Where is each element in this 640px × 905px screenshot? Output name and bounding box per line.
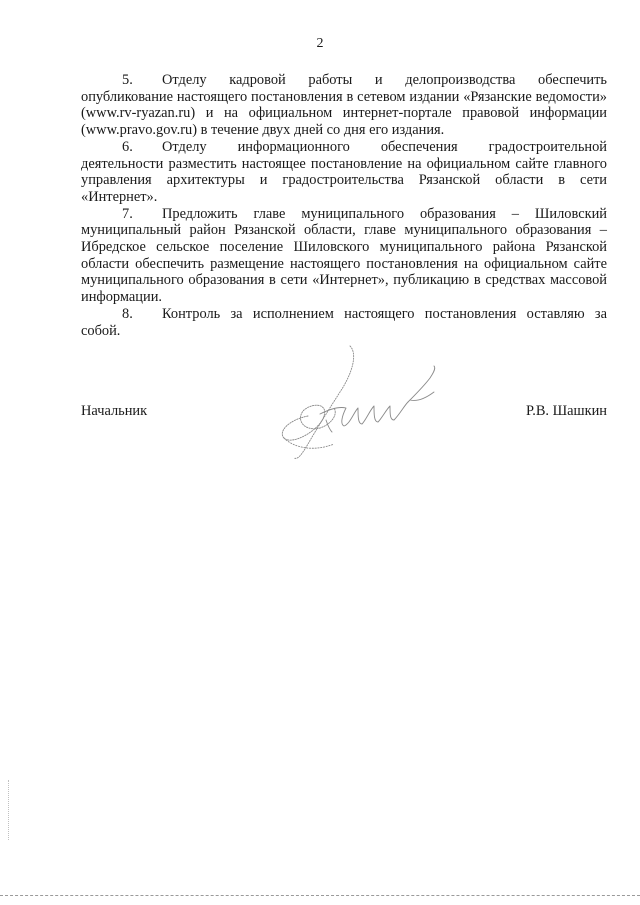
signatory-title: Начальник — [81, 403, 148, 419]
scan-margin-artifact — [8, 780, 11, 840]
paragraph-text: Отделу кадровой работы и делопроизводства обеспечить опубликование настоящего постановления в сетевом издании «Рязанские ведомости» (www.rv-ryazan.ru) и на официальном интернет-портале правовой информации (www.pravo.gov.ru) в течение двух дней со дня его издания. — [81, 72, 607, 139]
paragraph-number: 5. — [122, 72, 133, 88]
paragraph-text: Предложить главе муниципального образования – Шиловский муниципальный район Рязанской области, главе муниципального образования – Ибредское сельское поселение Шиловского муниципального района Рязанской области обеспечить размещение настоящего постановления на официальном сайте муниципального образования в сети «Интернет», публикацию в средствах массовой информации. — [81, 205, 607, 306]
paragraph-text: Контроль за исполнением настоящего постановления оставляю за собой. — [81, 305, 607, 339]
paragraph-7 — [81, 206, 607, 306]
paragraph-text: Отделу информационного обеспечения градостроительной деятельности разместить настоящее постановление на официальном сайте главного управления архитектуры и градостроительства Рязанской области в сети «Интернет». — [81, 138, 607, 205]
paragraph-number: 6. — [122, 138, 133, 155]
signature-block — [81, 403, 607, 423]
page-number: 2 — [316, 36, 324, 51]
paragraph-number: 7. — [122, 205, 133, 222]
paragraph-8 — [81, 306, 607, 339]
paragraph-number: 8. — [122, 305, 133, 322]
paragraph-5 — [81, 72, 607, 139]
signatory-name: Р.В. Шашкин — [526, 403, 607, 419]
scan-bottom-edge — [0, 895, 640, 896]
paragraph-6 — [81, 139, 607, 206]
document-body — [81, 72, 607, 339]
